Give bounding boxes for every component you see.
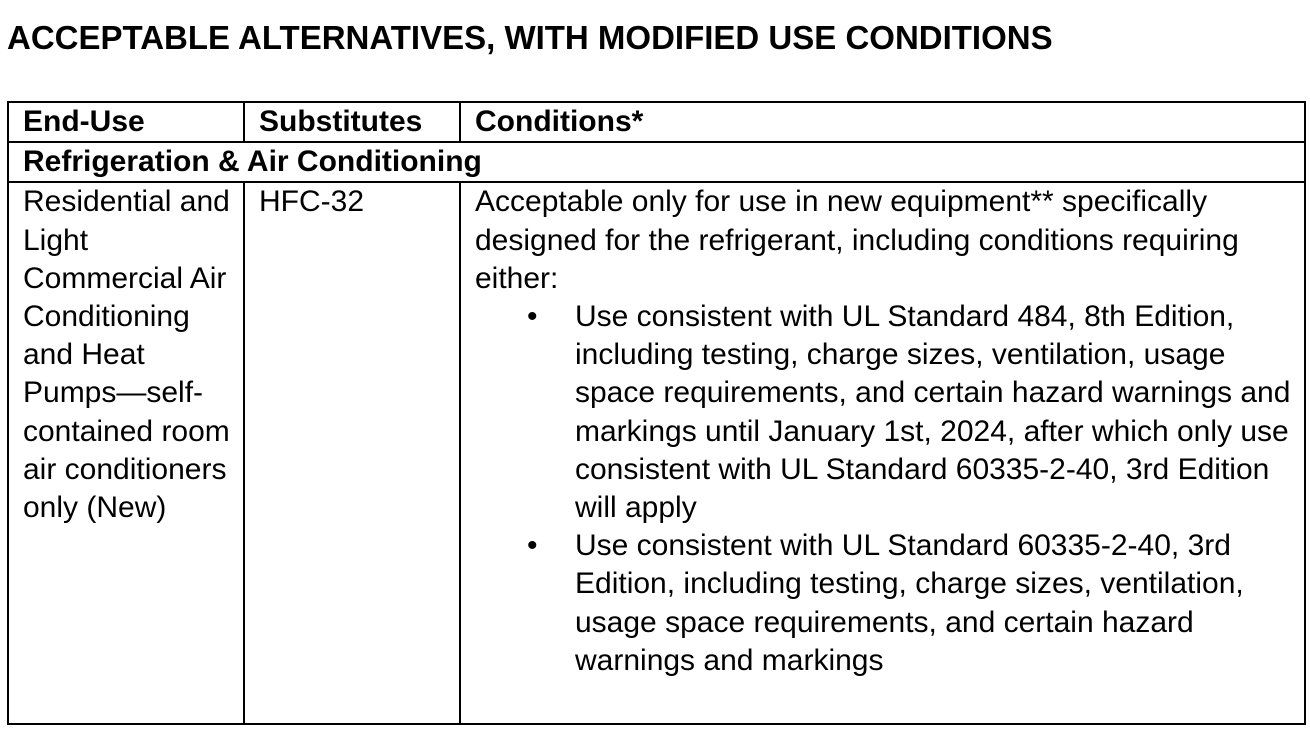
alternatives-table: [7, 101, 1306, 725]
condition-text: Use consistent with UL Standard 60335-2-40, 3rd Edition, including testing, charge sizes, ventilation, usage space requirements, and certain hazard warnings and markings: [575, 529, 1244, 677]
header-substitutes: Substitutes: [244, 102, 460, 142]
bullet-icon: •: [527, 529, 538, 563]
substitute-cell: HFC-32: [244, 182, 460, 724]
list-item: [475, 298, 1304, 527]
end-use-cell: Residential and Light Commercial Air Conditioning and Heat Pumps—self-contained room air conditioners only (New): [8, 182, 244, 724]
table-header-row: [8, 102, 1305, 142]
header-end-use: End-Use: [8, 102, 244, 142]
section-label: Refrigeration & Air Conditioning: [8, 142, 1305, 182]
conditions-intro: Acceptable only for use in new equipment** specifically designed for the refrigerant, including conditions requiring either:: [475, 185, 1239, 295]
section-row: [8, 142, 1305, 182]
table-row: [8, 182, 1305, 724]
header-conditions: Conditions*: [460, 102, 1305, 142]
document-title: ACCEPTABLE ALTERNATIVES, WITH MODIFIED USE CONDITIONS: [7, 19, 1053, 56]
conditions-cell: [460, 182, 1305, 724]
bullet-icon: •: [527, 300, 538, 334]
condition-text: Use consistent with UL Standard 484, 8th Edition, including testing, charge sizes, ventilation, usage space requirements, and certain hazard warnings and markings until January 1st, 2024, after which only use consistent with UL Standard 60335-2-40, 3rd Edition will apply: [575, 300, 1291, 525]
list-item: [475, 527, 1304, 680]
conditions-list: [475, 298, 1304, 680]
